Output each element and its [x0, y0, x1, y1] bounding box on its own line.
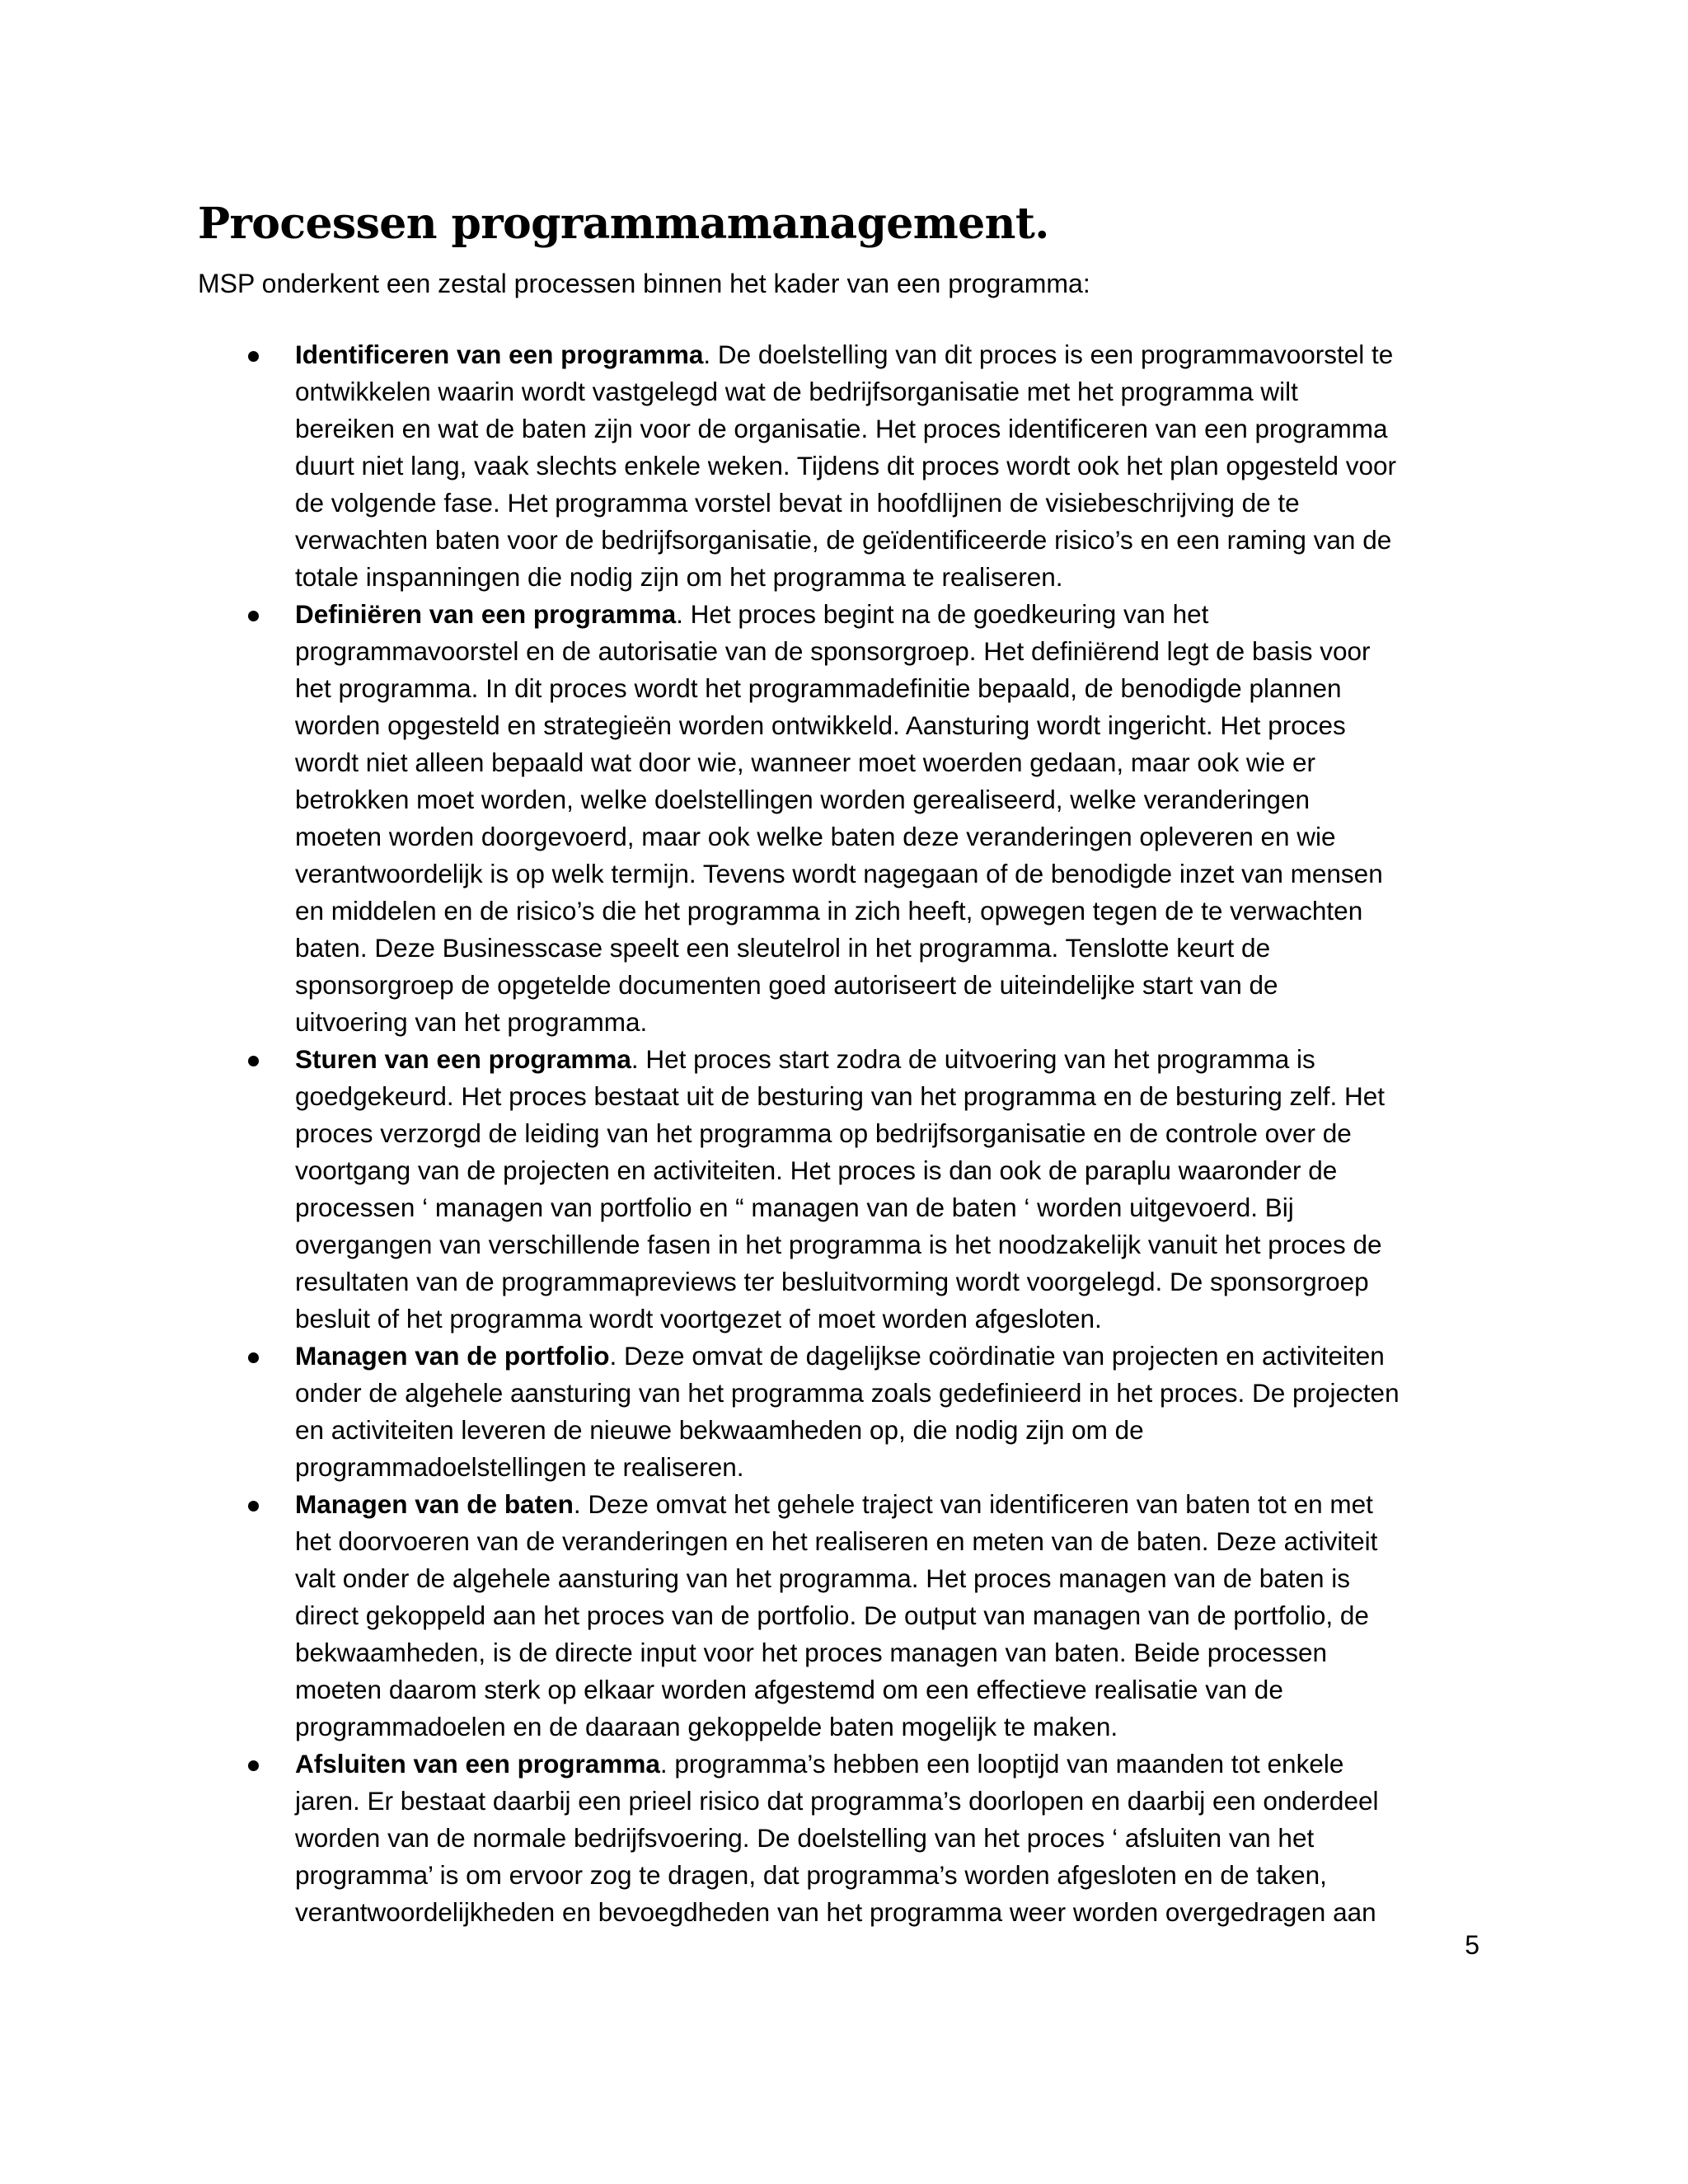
text-line: goedgekeurd. Het proces bestaat uit de besturing van het programma en de besturing zelf. Het [295, 1081, 1386, 1111]
item-title: Sturen van een programma [295, 1044, 631, 1074]
page-number: 5 [1465, 1930, 1479, 1960]
text-line: de volgende fase. Het programma vorstel bevat in hoofdlijnen de visiebeschrijving de te [295, 488, 1300, 518]
text-line: valt onder de algehele aansturing van het programma. Het proces managen van de baten is [295, 1563, 1351, 1593]
item-title: Managen van de baten [295, 1489, 574, 1519]
text-line: programmadoelen en de daaraan gekoppelde baten mogelijk te maken. [295, 1712, 1118, 1741]
text-line: programmadoelstellingen te realiseren. [295, 1452, 744, 1482]
bullet-icon [248, 1352, 259, 1363]
bullet-icon [248, 351, 259, 362]
text-line [295, 1041, 1482, 1078]
text-line: verantwoordelijk is op welk termijn. Tevens wordt nagegaan of de benodigde inzet van mensen [295, 859, 1383, 888]
text-line: moeten worden doorgevoerd, maar ook welke baten deze veranderingen opleveren en wie [295, 822, 1336, 851]
text-line: direct gekoppeld aan het proces van de portfolio. De output van managen van de portfolio, de [295, 1601, 1369, 1630]
text-line: bereiken en wat de baten zijn voor de organisatie. Het proces identificeren van een programma [295, 414, 1388, 443]
text-line: sponsorgroep de opgetelde documenten goed autoriseert de uiteindelijke start van de [295, 970, 1278, 1000]
list-item-identificeren [295, 336, 1482, 596]
item-title: Identificeren van een programma [295, 340, 704, 369]
list-item-baten [295, 1486, 1482, 1746]
text-line: bekwaamheden, is de directe input voor het proces managen van baten. Beide processen [295, 1638, 1328, 1667]
text-line: onder de algehele aansturing van het programma zoals gedefinieerd in het proces. De projecten [295, 1378, 1400, 1408]
text-line [295, 1338, 1482, 1375]
bullet-icon [248, 1056, 259, 1066]
text-line: wordt niet alleen bepaald wat door wie, wanneer moet woerden gedaan, maar ook wie er [295, 748, 1315, 777]
text-line: ontwikkelen waarin wordt vastgelegd wat de bedrijfsorganisatie met het programma wilt [295, 377, 1298, 406]
page-title: Processen programmamanagement. [198, 199, 1049, 249]
text-line: worden van de normale bedrijfsvoering. De doelstelling van het proces ‘ afsluiten van het [295, 1823, 1315, 1853]
text-line: programmavoorstel en de autorisatie van de sponsorgroep. Het definiërend legt de basis voor [295, 636, 1371, 666]
list-item-definieren [295, 596, 1482, 1041]
list-item-afsluiten [295, 1746, 1482, 1931]
text-line: totale inspanningen die nodig zijn om het programma te realiseren. [295, 562, 1063, 592]
text-line [295, 1746, 1482, 1783]
list-item-portfolio [295, 1338, 1482, 1486]
line-text: . De doelstelling van dit proces is een programmavoorstel te [703, 340, 1394, 369]
text-line: moeten daarom sterk op elkaar worden afgestemd om een effectieve realisatie van de [295, 1675, 1283, 1704]
text-line: het programma. In dit proces wordt het programmadefinitie bepaald, de benodigde plannen [295, 673, 1342, 703]
bullet-icon [248, 611, 259, 621]
line-text: . programma’s hebben een looptijd van maanden tot enkele [659, 1749, 1344, 1779]
text-line: processen ‘ managen van portfolio en “ managen van de baten ‘ worden uitgevoerd. Bij [295, 1193, 1294, 1222]
text-line: worden opgesteld en strategieën worden ontwikkeld. Aansturing wordt ingericht. Het proces [295, 710, 1346, 740]
text-line: baten. Deze Businesscase speelt een sleutelrol in het programma. Tenslotte keurt de [295, 933, 1271, 963]
text-line [295, 1486, 1482, 1523]
text-line: en activiteiten leveren de nieuwe bekwaamheden op, die nodig zijn om de [295, 1415, 1144, 1445]
text-line: duurt niet lang, vaak slechts enkele weken. Tijdens dit proces wordt ook het plan opgesteld voor [295, 451, 1397, 480]
item-title: Afsluiten van een programma [295, 1749, 660, 1779]
line-text: . Het proces begint na de goedkeuring van het [676, 599, 1209, 629]
line-text: . Deze omvat de dagelijkse coördinatie van projecten en activiteiten [609, 1341, 1385, 1371]
text-line: betrokken moet worden, welke doelstellingen worden gerealiseerd, welke veranderingen [295, 785, 1310, 814]
text-line: programma’ is om ervoor zog te dragen, dat programma’s worden afgesloten en de taken, [295, 1860, 1327, 1890]
line-text: . Deze omvat het gehele traject van identificeren van baten tot en met [573, 1489, 1373, 1519]
text-line: besluit of het programma wordt voortgezet of moet worden afgesloten. [295, 1304, 1102, 1333]
text-line: voortgang van de projecten en activiteiten. Het proces is dan ook de paraplu waaronder de [295, 1155, 1338, 1185]
item-title: Definiëren van een programma [295, 599, 677, 629]
text-line: jaren. Er bestaat daarbij een prieel risico dat programma’s doorlopen en daarbij een onderdeel [295, 1786, 1379, 1816]
text-line: uitvoering van het programma. [295, 1007, 648, 1037]
bullet-icon [248, 1760, 259, 1771]
text-line: het doorvoeren van de veranderingen en het realiseren en meten van de baten. Deze activiteit [295, 1526, 1378, 1556]
text-line: en middelen en de risico’s die het programma in zich heeft, opwegen tegen de te verwachten [295, 896, 1363, 926]
text-line: resultaten van de programmapreviews ter besluitvorming wordt voorgelegd. De sponsorgroep [295, 1267, 1369, 1296]
text-line: verantwoordelijkheden en bevoegdheden van het programma weer worden overgedragen aan [295, 1897, 1376, 1927]
process-list [295, 336, 1482, 1931]
text-line: verwachten baten voor de bedrijfsorganisatie, de geïdentificeerde risico’s en een raming van de [295, 525, 1392, 555]
text-line [295, 596, 1482, 633]
text-line: overgangen van verschillende fasen in het programma is het noodzakelijk vanuit het proces de [295, 1230, 1382, 1259]
line-text: . Het proces start zodra de uitvoering van het programma is [631, 1044, 1315, 1074]
text-line: proces verzorgd de leiding van het programma op bedrijfsorganisatie en de controle over de [295, 1118, 1352, 1148]
bullet-icon [248, 1501, 259, 1511]
text-line [295, 336, 1482, 373]
intro-paragraph: MSP onderkent een zestal processen binnen het kader van een programma: [198, 269, 1090, 298]
item-title: Managen van de portfolio [295, 1341, 610, 1371]
list-item-sturen [295, 1041, 1482, 1338]
